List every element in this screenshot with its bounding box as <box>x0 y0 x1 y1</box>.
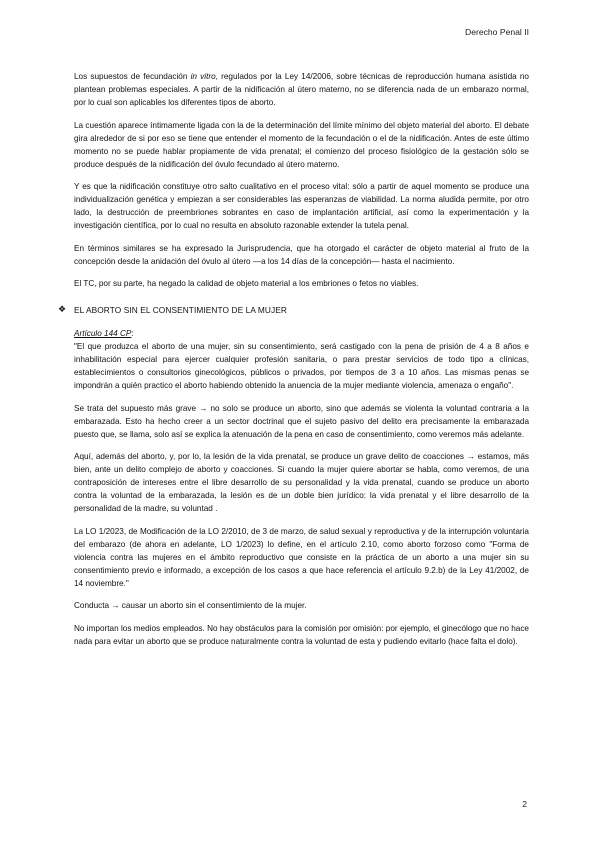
paragraph-conducta: Conducta → causar un aborto sin el consentimiento de la mujer. <box>74 601 307 610</box>
paragraph-jurisprudencia: En términos similares se ha expresado la Jurisprudencia, que ha otorgado el carácter de objeto material al fruto de la concepción desde la anidación del óvulo al útero —a los 14 días de la concepción— hasta el nacimiento. <box>74 243 529 266</box>
paragraph-lo-1-2023: La LO 1/2023, de Modificación de la LO 2/2010, de 3 de marzo, de salud sexual y reproductiva y de la interrupción voluntaria del embarazo (de ahora en adelante, LO 1/2023) lo define, en el artículo 2.10, como aborto forzoso como "Forma de violencia contra las mujeres en el ámbito reproductivo que consiste en la práctica de un aborto a una mujer sin su consentimiento previo e informado, a excepción de los casos a que hace referencia el artículo 9.2.b) de la Ley 41/2002, de 14 noviembre." <box>74 526 529 588</box>
paragraph-coacciones: Aquí, además del aborto, y, por lo, la lesión de la vida prenatal, se produce un grave delito de coacciones → estamos, más bien, ante un delito complejo de aborto y coacciones. Si cuando la mujer quiere abortar se habla, como veremos, de una contraposición de intereses entre el libre desarrollo de su personalidad y la vida prenatal, cuando se produce un aborto contra la voluntad de la embarazada, la lesión es de un doble bien jurídico: la vida prenatal y el libre desarrollo de la personalidad de la madre, su voluntad . <box>74 452 529 513</box>
article-quote: "El que produzca el aborto de una mujer, sin su consentimiento, será castigado con la pena de prisión de 4 a 8 años e inhabilitación especial para ejercer cualquier profesión sanitaria, o para prestar servicios de todo tipo a clínicas, establecimientos o consultorios ginecológicos, públicos o privados, por tiempos de 3 a 10 años. Las mismas penas se impondrán a quién practico el aborto habiendo obtenido la anuencia de la mujer mediante violencia, amenaza o engaño". <box>74 342 529 390</box>
paragraph-in-vitro <box>74 70 529 109</box>
page-number: 2 <box>522 799 527 809</box>
section-title: EL ABORTO SIN EL CONSENTIMIENTO DE LA MUJER <box>74 305 288 315</box>
paragraph-tc: El TC, por su parte, ha negado la calidad de objeto material a los embriones o fetos no viables. <box>74 279 419 288</box>
page-body <box>58 70 529 657</box>
paragraph-nidificacion: Y es que la nidificación constituye otro salto cualitativo en el proceso vital: sólo a partir de aquel momento se produce una individualización genética y empiezan a ser considerables las esperanzas de viabilidad. La norma aludida permite, por otro lado, la destrucción de preembriones sobrantes en caso de implantación artificial, así como la experimentación y la investigación científica, por lo cual no resulta en absoluto razonable extender la tutela penal. <box>74 182 529 230</box>
article-reference <box>74 327 529 340</box>
paragraph-text: Los supuestos de fecundación <box>74 72 191 81</box>
section-heading <box>58 304 529 317</box>
paragraph-medios: No importan los medios empleados. No hay obstáculos para la comisión por omisión: por ejemplo, el ginecólogo que no hace nada para evitar un aborto que se produce naturalmente contra la voluntad de esta y pudiendo evitarlo (hace falta el dolo). <box>74 623 529 646</box>
article-label: Artículo 144 CP <box>74 329 132 338</box>
running-header: Derecho Penal II <box>464 27 529 37</box>
diamond-bullet-icon: ❖ <box>58 304 67 314</box>
paragraph-text: , regulados por la Ley 14/2006, sobre técnicas de reproducción humana asistida no plantean problemas especiales. A partir de la nidificación al útero materno, no se diferencia nada de un embarazo normal, por lo cual son aplicables los diferentes tipos de aborto. <box>74 72 529 107</box>
paragraph-limite-minimo: La cuestión aparece íntimamente ligada con la de la determinación del límite mínimo del objeto material del aborto. El debate gira alrededor de si por eso se tiene que entender el momento de la fecundación o el de la nidificación. Antes de este último momento no se puede hablar propiamente de vida prenatal; el comienzo del proceso fisiológico de la gestación sólo se produce después de la nidificación del óvulo fecundado al útero materno. <box>74 120 529 169</box>
article-colon: : <box>131 329 134 338</box>
italic-term: in vitro <box>190 72 216 81</box>
paragraph-supuesto-grave: Se trata del supuesto más grave → no solo se produce un aborto, sino que además se violenta la voluntad contraria a la embarazada. Esto ha hecho creer a un sector doctrinal que el sujeto pasivo del delito era precisamente la embarazada puesto que, se llama, solo así se explica la atenuación de la pena en caso de consentimiento, como veremos más adelante. <box>74 403 529 439</box>
